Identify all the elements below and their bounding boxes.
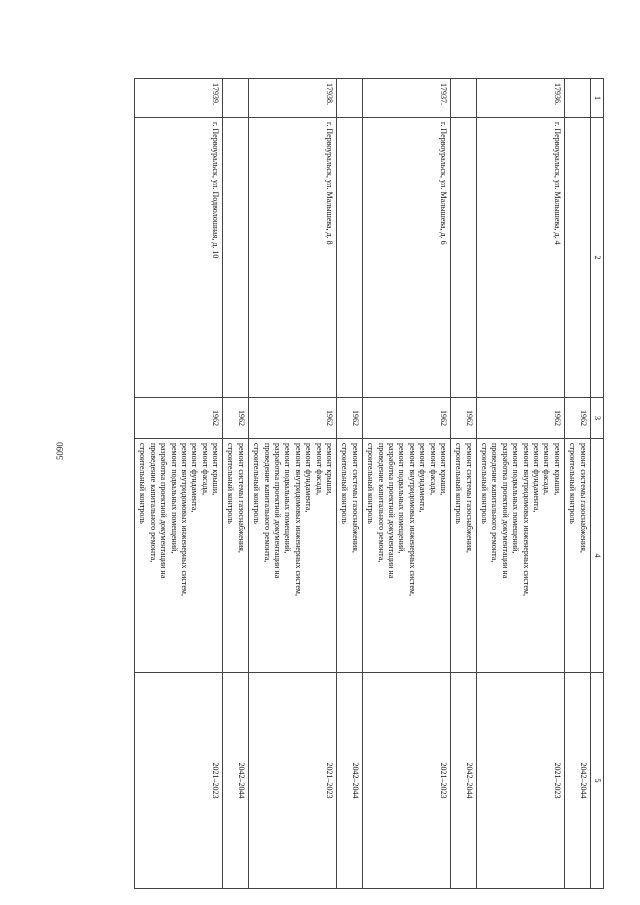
column-3-header: 3 (590, 398, 603, 439)
address-cell (337, 118, 363, 398)
table-row (337, 79, 363, 889)
repair-works-list (453, 443, 474, 668)
construction-year-cell: 1962 (450, 398, 476, 439)
table-row (248, 79, 336, 889)
repair-work-item: ремонт подвальных помещений, (283, 443, 293, 554)
repair-work-item: ремонт фасада, (314, 443, 324, 495)
repair-works-cell (476, 439, 564, 673)
row-number-cell: 17936. (476, 79, 564, 118)
repair-work-item: разработка проектной документации на (386, 443, 396, 579)
repair-work-item: ремонт системы газоснабжения, (350, 443, 360, 553)
repair-work-item: ремонт подвальных помещений, (397, 443, 407, 554)
construction-year-cell: 1962 (248, 398, 336, 439)
table-row (362, 79, 450, 889)
table-row (476, 79, 564, 889)
repair-period-cell: 2042–2044 (337, 673, 363, 889)
column-number-row (590, 79, 603, 889)
repair-works-cell (337, 439, 363, 673)
repair-work-item: ремонт системы газоснабжения, (236, 443, 246, 553)
repair-work-item: ремонт фундамента, (532, 443, 542, 513)
repair-work-item: проведение капитального ремонта, (148, 443, 158, 563)
repair-work-item: ремонт системы газоснабжения, (578, 443, 588, 553)
repair-work-item: ремонт внутридомовых инженерных систем, (179, 443, 189, 596)
repair-work-item: строительный контроль (252, 443, 262, 524)
repair-work-item: ремонт системы газоснабжения, (464, 443, 474, 553)
repair-works-list (479, 443, 562, 668)
table-row (564, 79, 590, 889)
address-cell (564, 118, 590, 398)
repair-work-item: строительный контроль (568, 443, 578, 524)
address-cell: г. Первоуральск, ул. Подволошная, д. 10 (134, 118, 222, 398)
repair-works-cell (362, 439, 450, 673)
repair-works-list (339, 443, 360, 668)
construction-year-cell: 1962 (223, 398, 249, 439)
repair-work-item: ремонт подвальных помещений, (511, 443, 521, 554)
column-1-header: 1 (590, 79, 603, 118)
repair-work-item: строительный контроль (454, 443, 464, 524)
repair-work-item: строительный контроль (340, 443, 350, 524)
repair-work-item: строительный контроль (480, 443, 490, 524)
repair-works-cell (450, 439, 476, 673)
repair-work-item: ремонт фасада, (200, 443, 210, 495)
table-row (223, 79, 249, 889)
repair-period-cell: 2042–2044 (450, 673, 476, 889)
repair-work-item: проведение капитального ремонта, (490, 443, 500, 563)
repair-work-item: разработка проектной документации на (273, 443, 283, 579)
capital-repair-table (134, 78, 604, 889)
repair-works-cell (248, 439, 336, 673)
repair-works-list (251, 443, 334, 668)
repair-work-item: ремонт фундамента, (304, 443, 314, 513)
repair-work-item: проведение капитального ремонта, (376, 443, 386, 563)
address-cell: г. Первоуральск, ул. Малышева, д. 6 (362, 118, 450, 398)
repair-work-item: ремонт крыши, (552, 443, 562, 496)
rotated-table-container (74, 78, 604, 863)
repair-work-item: ремонт внутридомовых инженерных систем, (407, 443, 417, 596)
repair-period-cell: 2021–2023 (476, 673, 564, 889)
repair-period-cell: 2021–2023 (248, 673, 336, 889)
row-number-cell: 17937. (362, 79, 450, 118)
construction-year-cell: 1962 (476, 398, 564, 439)
repair-works-list (567, 443, 588, 668)
address-cell: г. Первоуральск, ул. Малышева, д. 8 (248, 118, 336, 398)
address-cell: г. Первоуральск, ул. Малышева, д. 4 (476, 118, 564, 398)
construction-year-cell: 1962 (362, 398, 450, 439)
repair-work-item: строительный контроль (226, 443, 236, 524)
repair-period-cell: 2042–2044 (564, 673, 590, 889)
repair-works-cell (134, 439, 222, 673)
construction-year-cell: 1962 (564, 398, 590, 439)
row-number-cell (564, 79, 590, 118)
repair-works-cell (223, 439, 249, 673)
repair-work-item: ремонт подвальных помещений, (169, 443, 179, 554)
row-number-cell: 17938. (248, 79, 336, 118)
repair-work-item: ремонт крыши, (325, 443, 335, 496)
address-cell (450, 118, 476, 398)
repair-work-item: ремонт фасада, (428, 443, 438, 495)
repair-works-list (137, 443, 220, 668)
page-number: 5090 (55, 442, 65, 460)
repair-work-item: строительный контроль (138, 443, 148, 524)
repair-period-cell: 2021–2023 (134, 673, 222, 889)
construction-year-cell: 1962 (337, 398, 363, 439)
repair-work-item: ремонт внутридомовых инженерных систем, (521, 443, 531, 596)
repair-period-cell: 2042–2044 (223, 673, 249, 889)
repair-work-item: проведение капитального ремонта, (262, 443, 272, 563)
repair-work-item: ремонт внутридомовых инженерных систем, (293, 443, 303, 596)
repair-work-item: ремонт фасада, (542, 443, 552, 495)
repair-work-item: разработка проектной документации на (500, 443, 510, 579)
table-row (450, 79, 476, 889)
row-number-cell: 17939. (134, 79, 222, 118)
repair-work-item: ремонт фундамента, (190, 443, 200, 513)
repair-work-item: строительный контроль (366, 443, 376, 524)
construction-year-cell: 1962 (134, 398, 222, 439)
repair-works-list (365, 443, 448, 668)
row-number-cell (450, 79, 476, 118)
table-row (134, 79, 222, 889)
repair-work-item: ремонт крыши, (438, 443, 448, 496)
repair-work-item: ремонт фундамента, (418, 443, 428, 513)
row-number-cell (223, 79, 249, 118)
column-5-header: 5 (590, 673, 603, 889)
column-4-header: 4 (590, 439, 603, 673)
row-number-cell (337, 79, 363, 118)
repair-work-item: ремонт крыши, (211, 443, 221, 496)
repair-works-list (225, 443, 246, 668)
address-cell (223, 118, 249, 398)
column-2-header: 2 (590, 118, 603, 398)
repair-work-item: разработка проектной документации на (159, 443, 169, 579)
repair-works-cell (564, 439, 590, 673)
repair-period-cell: 2021–2023 (362, 673, 450, 889)
